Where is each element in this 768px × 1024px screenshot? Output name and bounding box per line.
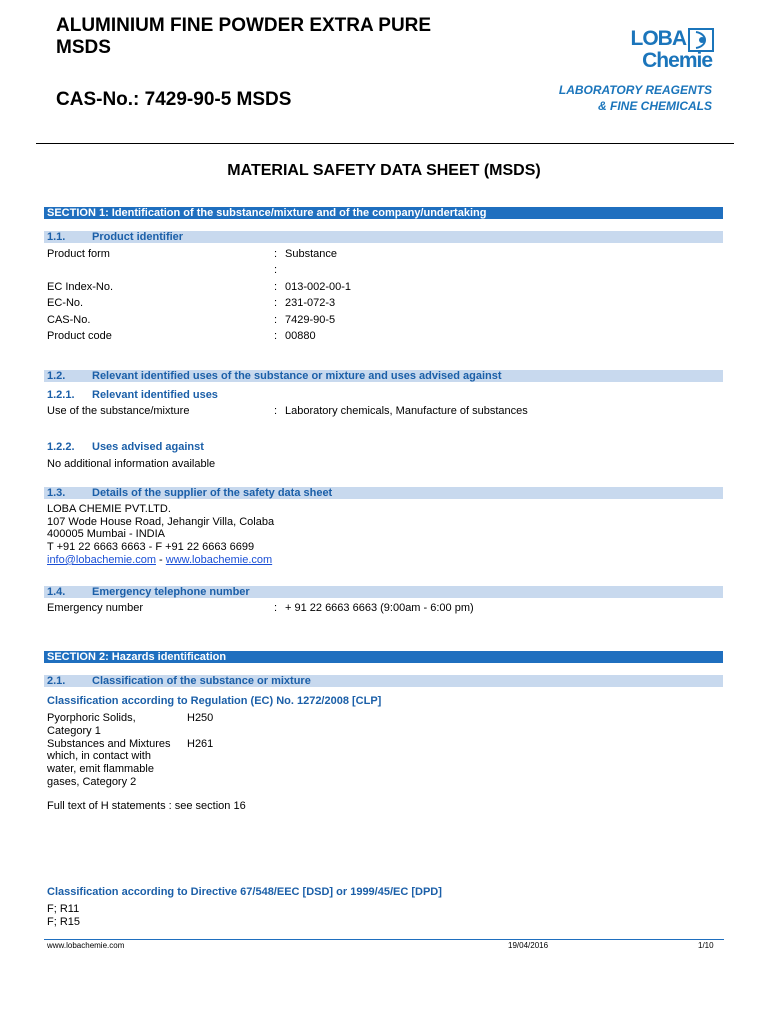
- use-value: Laboratory chemicals, Manufacture of substances: [285, 405, 528, 417]
- full-text-note: Full text of H statements : see section 16: [47, 800, 246, 812]
- email-link[interactable]: info@lobachemie.com: [47, 554, 156, 566]
- product-form-value: Substance: [285, 248, 337, 260]
- ec-no-label: EC-No.: [47, 297, 84, 309]
- supplier-contact: [47, 554, 272, 567]
- clp-item-2-line-3: water, emit flammable: [47, 763, 154, 775]
- subsection-1-3-header: 1.3. Details of the supplier of the safety data sheet: [44, 487, 723, 499]
- clp-item-2-line-4: gases, Category 2: [47, 776, 137, 788]
- colon: :: [274, 264, 278, 276]
- subsection-1-4-header: 1.4. Emergency telephone number: [44, 586, 723, 598]
- emergency-value: + 91 22 6663 6663 (9:00am - 6:00 pm): [285, 602, 474, 614]
- separator: -: [156, 554, 166, 566]
- dsd-item-2: F; R15: [47, 916, 81, 928]
- footer-divider: [44, 939, 724, 940]
- logo-tagline: LABORATORY REAGENTS & FINE CHEMICALS: [558, 83, 712, 113]
- product-code-label: Product code: [47, 330, 112, 342]
- emergency-label: Emergency number: [47, 602, 143, 614]
- flask-logo-icon: [688, 28, 714, 52]
- cas-title: CAS-No.: 7429-90-5 MSDS: [56, 89, 292, 110]
- website-link[interactable]: www.lobachemie.com: [165, 554, 273, 566]
- supplier-address-1: 107 Wode House Road, Jehangir Villa, Colaba: [47, 516, 275, 528]
- colon: :: [274, 297, 278, 309]
- product-form-label: Product form: [47, 248, 110, 260]
- subsection-1-1-header: 1.1. Product identifier: [44, 231, 723, 243]
- section-1-header: SECTION 1: Identification of the substance/mixture and of the company/undertaking: [44, 207, 723, 219]
- supplier-address-2: 400005 Mumbai - INDIA: [47, 528, 165, 540]
- supplier-name: LOBA CHEMIE PVT.LTD.: [47, 503, 171, 515]
- dsd-item-1: F; R11: [47, 903, 80, 915]
- loba-chemie-logo: LOBA Chemie: [630, 27, 712, 72]
- ec-index-label: EC Index-No.: [47, 281, 114, 293]
- header-divider: [36, 143, 734, 144]
- clp-item-2-line-1: Substances and Mixtures: [47, 738, 171, 750]
- clp-item-1-code: H250: [187, 712, 214, 724]
- cas-no-label: CAS-No.: [47, 314, 91, 326]
- cas-no-value: 7429-90-5: [285, 314, 336, 326]
- colon: :: [274, 330, 278, 342]
- clp-item-1-line-2: Category 1: [47, 725, 101, 737]
- subsection-2-1-header: 2.1. Classification of the substance or mixture: [44, 675, 723, 687]
- clp-item-1-line-1: Pyorphoric Solids,: [47, 712, 136, 724]
- clp-heading: Classification according to Regulation (EC) No. 1272/2008 [CLP]: [47, 695, 382, 707]
- use-label: Use of the substance/mixture: [47, 405, 190, 417]
- supplier-phone: T +91 22 6663 6663 - F +91 22 6663 6699: [47, 541, 255, 553]
- footer-website: www.lobachemie.com: [47, 941, 125, 950]
- ec-no-value: 231-072-3: [285, 297, 336, 309]
- subsection-1-2-header: 1.2. Relevant identified uses of the substance or mixture and uses advised against: [44, 370, 723, 382]
- clp-item-2-line-2: which, in contact with: [47, 750, 151, 762]
- colon: :: [274, 248, 278, 260]
- document-title: ALUMINIUM FINE POWDER EXTRA PURE MSDS: [56, 15, 432, 58]
- main-title: MATERIAL SAFETY DATA SHEET (MSDS): [227, 162, 541, 179]
- no-info-text: No additional information available: [47, 458, 216, 470]
- colon: :: [274, 405, 278, 417]
- product-code-value: 00880: [285, 330, 316, 342]
- footer-date: 19/04/2016: [508, 941, 549, 950]
- section-2-header: SECTION 2: Hazards identification: [44, 651, 723, 663]
- dsd-heading: Classification according to Directive 67/548/EEC [DSD] or 1999/45/EC [DPD]: [47, 886, 442, 898]
- colon: :: [274, 602, 278, 614]
- ec-index-value: 013-002-00-1: [285, 281, 352, 293]
- colon: :: [274, 281, 278, 293]
- colon: :: [274, 314, 278, 326]
- clp-item-2-code: H261: [187, 738, 214, 750]
- footer-page: 1/10: [698, 941, 714, 950]
